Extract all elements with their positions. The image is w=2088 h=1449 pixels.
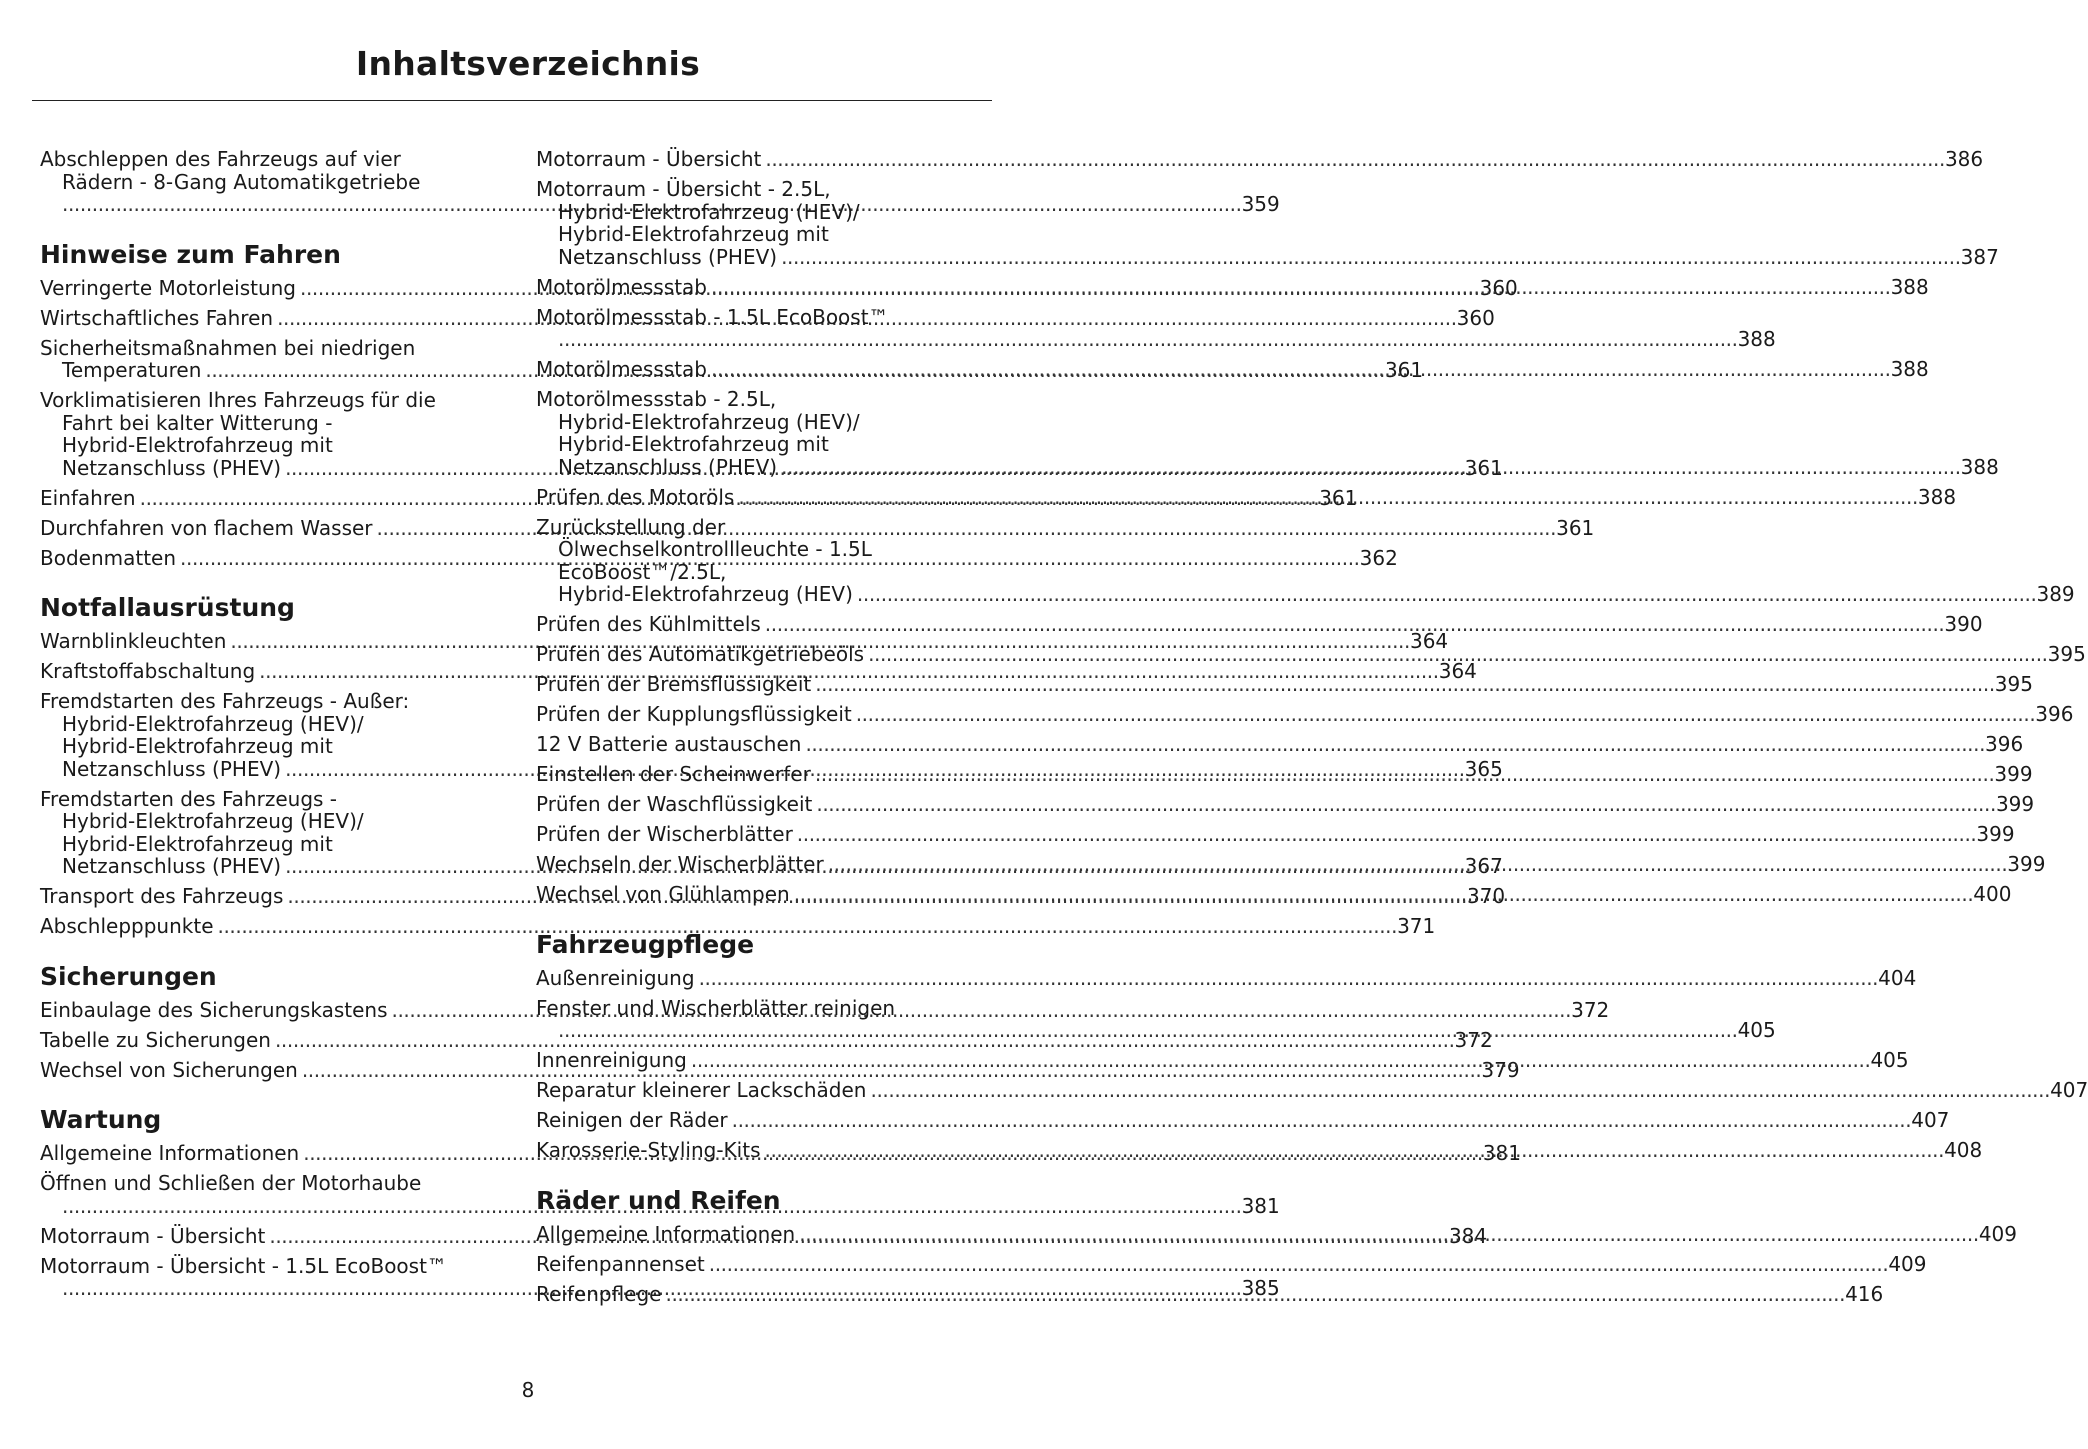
- entry-title-line: Motorölmessstab: [536, 357, 707, 381]
- entry-title-line: Rädern - 8-Gang Automatikgetriebe: [62, 169, 421, 194]
- entry-title-line: Hybrid-Elektrofahrzeug (HEV)/: [558, 409, 860, 434]
- dot-leader: [870, 1078, 2050, 1102]
- dot-leader: [709, 1252, 1889, 1276]
- entry-leader-row: [40, 455, 1503, 480]
- toc-entry[interactable]: [536, 1108, 1950, 1132]
- entry-page-number: 388: [1890, 274, 1929, 299]
- entry-leader-row: [536, 822, 2015, 846]
- entry-title-line: Motorölmessstab - 2.5L,: [536, 387, 777, 411]
- section-heading: Fahrzeugpflege: [536, 929, 755, 959]
- entry-leader-row: [536, 1251, 1927, 1276]
- entry-page-number: 365: [1464, 756, 1503, 781]
- entry-title-line: Motorraum - Übersicht: [40, 1223, 266, 1248]
- entry-page-number: 372: [1454, 1027, 1493, 1052]
- entry-title-line: Außenreinigung: [536, 965, 695, 990]
- dot-leader: [711, 275, 1891, 299]
- entry-page-number: 405: [1870, 1048, 1909, 1072]
- dot-leader: [868, 642, 2048, 666]
- entry-leader-row: [536, 1108, 1950, 1132]
- entry-title-line: Bodenmatten: [40, 545, 177, 570]
- toc-entry[interactable]: [40, 1027, 1493, 1052]
- entry-leader-row: [536, 582, 2075, 606]
- entry-title-line: Reparatur kleinerer Lackschäden: [536, 1078, 867, 1102]
- dot-leader: [815, 762, 1995, 786]
- toc-entry[interactable]: [40, 629, 1449, 653]
- dot-leader: [738, 485, 1918, 509]
- entry-title-line: Prüfen der Kupplungsflüssigkeit: [536, 702, 852, 726]
- toc-entry[interactable]: [536, 702, 2074, 726]
- entry-title-line: Fremdstarten des Fahrzeugs - Außer:: [40, 689, 410, 713]
- toc-entry[interactable]: [536, 1078, 2088, 1102]
- entry-title-line: Hybrid-Elektrofahrzeug mit: [62, 734, 333, 758]
- toc-entry[interactable]: [536, 642, 2086, 666]
- entry-title-line: Allgemeine Informationen: [536, 1221, 796, 1246]
- entry-title-line: Netzanschluss (PHEV): [558, 454, 778, 479]
- entry-title-line: Wechsel von Glühlampen: [536, 882, 790, 906]
- entry-page-number: 399: [1976, 822, 2015, 846]
- entry-title-line: Wechsel von Sicherungen: [40, 1057, 298, 1082]
- entry-page-number: 409: [1978, 1221, 2017, 1246]
- entry-title-line: Reinigen der Räder: [536, 1108, 728, 1132]
- entry-page-number: 361: [1384, 358, 1424, 382]
- entry-title-line: Motorraum - Übersicht: [536, 147, 762, 171]
- dot-leader: [765, 147, 1945, 171]
- entry-title-line: Netzanschluss (PHEV): [62, 455, 282, 480]
- entry-page-number: 367: [1464, 854, 1503, 878]
- entry-page-number: 395: [1994, 672, 2033, 696]
- entry-page-number: 388: [1737, 327, 1776, 351]
- entry-title-line: Wirtschaftliches Fahren: [40, 305, 274, 330]
- entry-page-number: 396: [1985, 732, 2024, 756]
- entry-title-line: Reifenpannenset: [536, 1251, 705, 1276]
- entry-title-line: Hybrid-Elektrofahrzeug mit: [62, 831, 333, 856]
- entry-page-number: 364: [1409, 629, 1449, 653]
- entry-page-number: 390: [1944, 612, 1983, 636]
- entry-page-number: 361: [1319, 485, 1358, 510]
- page-title: Inhaltsverzeichnis: [355, 44, 701, 83]
- entry-title-line: Hybrid-Elektrofahrzeug (HEV): [558, 582, 853, 606]
- entry-title-line: Motorraum - Übersicht - 1.5L EcoBoost™: [40, 1253, 447, 1278]
- entry-title-line: Hybrid-Elektrofahrzeug mit: [558, 222, 829, 246]
- toc-entry[interactable]: [536, 147, 1984, 171]
- entry-page-number: 384: [1448, 1223, 1488, 1248]
- dot-leader: [805, 732, 1985, 756]
- entry-leader-row: [536, 244, 1999, 269]
- entry-leader-row: [40, 1027, 1493, 1052]
- entry-page-number: 405: [1737, 1018, 1776, 1042]
- toc-entry[interactable]: [536, 792, 2035, 816]
- entry-page-number: 395: [2047, 642, 2086, 666]
- entry-title-line: Netzanschluss (PHEV): [62, 756, 282, 781]
- entry-title-line: Wechseln der Wischerblätter: [536, 852, 824, 876]
- dot-leader: [558, 1018, 1738, 1042]
- entry-title-line: Tabelle zu Sicherungen: [40, 1027, 271, 1052]
- entry-title-line: Karosserie-Styling-Kits: [536, 1138, 761, 1162]
- entry-page-number: 359: [1241, 192, 1280, 216]
- entry-page-number: 407: [1911, 1108, 1950, 1132]
- entry-title-line: Sicherheitsmaßnahmen bei niedrigen: [40, 335, 416, 360]
- entry-leader-row: [536, 147, 1984, 171]
- entry-page-number: 389: [2036, 582, 2075, 606]
- entry-page-number: 381: [1241, 1193, 1280, 1218]
- entry-title-line: Einfahren: [40, 485, 136, 510]
- entry-title-line: Öffnen und Schließen der Motorhaube: [40, 1171, 422, 1195]
- entry-title-line: Hybrid-Elektrofahrzeug (HEV)/: [558, 199, 860, 224]
- entry-title-line: Prüfen der Waschflüssigkeit: [536, 792, 813, 816]
- section-heading: Wartung: [40, 1105, 162, 1134]
- entry-title-line: Fremdstarten des Fahrzeugs -: [40, 786, 338, 811]
- entry-page-number: 399: [1995, 792, 2035, 816]
- entry-page-number: 399: [2007, 852, 2046, 876]
- entry-title-line: Innenreinigung: [536, 1048, 687, 1072]
- entry-title-line: Verringerte Motorleistung: [40, 275, 297, 300]
- dot-leader: [765, 612, 1945, 636]
- entry-title-line: Motorraum - Übersicht - 2.5L,: [536, 177, 831, 201]
- entry-title-line: Hybrid-Elektrofahrzeug (HEV)/: [62, 711, 364, 736]
- entry-title-line: Zurückstellung der: [536, 514, 726, 539]
- dot-leader: [699, 966, 1879, 990]
- dot-leader: [816, 792, 1996, 816]
- entry-title-line: Vorklimatisieren Ihres Fahrzeugs für die: [40, 388, 436, 412]
- toc-entry[interactable]: [536, 732, 2024, 756]
- entry-page-number: 409: [1888, 1251, 1927, 1276]
- entry-title-line: Prüfen des Automatikgetriebeöls: [536, 642, 865, 666]
- entry-page-number: 388: [1917, 484, 1957, 509]
- entry-leader-row: [536, 327, 1776, 351]
- section-heading: Notfallausrüstung: [40, 593, 295, 622]
- entry-leader-row: [536, 612, 1983, 636]
- entry-leader-row: [40, 914, 1436, 938]
- entry-title-line: Abschlepppunkte: [40, 914, 214, 938]
- entry-title-line: Transport des Fahrzeugs: [40, 884, 284, 908]
- entry-page-number: 388: [1890, 357, 1929, 381]
- entry-title-line: Ölwechselkontrollleuchte - 1.5L: [558, 537, 872, 561]
- entry-page-number: 399: [1994, 762, 2033, 786]
- section-heading: Hinweise zum Fahren: [40, 239, 341, 269]
- dot-leader: [732, 1108, 1912, 1132]
- entry-page-number: 372: [1571, 997, 1610, 1022]
- dot-leader: [799, 1222, 1979, 1246]
- entry-page-number: 385: [1241, 1276, 1280, 1300]
- dot-leader: [828, 852, 2008, 876]
- toc-entry[interactable]: [536, 965, 1917, 990]
- toc-entry[interactable]: [536, 612, 1983, 636]
- dot-leader: [781, 245, 1961, 269]
- toc-entry[interactable]: [40, 659, 1477, 683]
- dot-leader: [765, 1138, 1945, 1162]
- entry-title-line: Netzanschluss (PHEV): [62, 854, 282, 878]
- entry-title-line: EcoBoost™/2.5L,: [558, 559, 727, 584]
- toc-entry[interactable]: [536, 822, 2015, 846]
- entry-title-line: Motorölmessstab: [536, 274, 707, 299]
- entry-title-line: Hybrid-Elektrofahrzeug mit: [558, 432, 829, 456]
- entry-page-number: 370: [1466, 884, 1506, 908]
- entry-page-number: 387: [1960, 244, 1999, 269]
- section-heading: Sicherungen: [40, 961, 217, 991]
- entry-leader-row: [536, 702, 2074, 726]
- entry-title-line: Prüfen des Motoröls: [536, 484, 735, 509]
- entry-page-number: 396: [2035, 702, 2074, 726]
- dot-leader: [797, 822, 1977, 846]
- entry-page-number: 400: [1973, 882, 2012, 906]
- dot-leader: [711, 357, 1891, 381]
- title-divider: [32, 100, 992, 101]
- entry-title-line: Einbaulage des Sicherungskastens: [40, 997, 388, 1022]
- entry-page-number: 371: [1397, 914, 1436, 938]
- entry-title-line: Fenster und Wischerblätter reinigen: [536, 995, 896, 1020]
- entry-title-line: Hybrid-Elektrofahrzeug mit: [62, 433, 333, 457]
- dot-leader: [558, 327, 1738, 351]
- entry-page-number: 361: [1464, 455, 1503, 480]
- entry-leader-row: [536, 1078, 2088, 1102]
- entry-title-line: Allgemeine Informationen: [40, 1141, 300, 1165]
- entry-leader-row: [536, 792, 2035, 816]
- entry-page-number: 386: [1944, 147, 1984, 171]
- dot-leader: [856, 702, 2036, 726]
- toc-entry[interactable]: [536, 1251, 1927, 1276]
- entry-leader-row: [536, 672, 2033, 696]
- entry-page-number: 361: [1556, 515, 1595, 540]
- entry-title-line: 12 V Batterie austauschen: [536, 732, 802, 756]
- entry-title-line: Fahrt bei kalter Witterung -: [62, 410, 333, 435]
- dot-leader: [815, 672, 1995, 696]
- entry-title-line: Prüfen der Bremsflüssigkeit: [536, 672, 812, 696]
- entry-page-number: 360: [1456, 305, 1495, 330]
- entry-leader-row: [536, 642, 2086, 666]
- dot-leader: [665, 1282, 1845, 1306]
- entry-title-line: Durchfahren von flachem Wasser: [40, 515, 373, 540]
- entry-page-number: 408: [1944, 1138, 1983, 1162]
- entry-title-line: Temperaturen: [62, 358, 202, 382]
- entry-page-number: 364: [1438, 659, 1477, 683]
- page-number: 8: [521, 1378, 535, 1402]
- entry-page-number: 404: [1878, 965, 1917, 990]
- entry-title-line: Motorölmessstab - 1.5L EcoBoost™: [536, 304, 889, 329]
- entry-title-line: Prüfen der Wischerblätter: [536, 822, 793, 846]
- entry-title-line: Einstellen der Scheinwerfer: [536, 762, 811, 786]
- entry-title-line: Prüfen des Kühlmittels: [536, 612, 761, 636]
- entry-leader-row: [40, 629, 1449, 653]
- entry-page-number: 416: [1845, 1281, 1884, 1306]
- entry-page-number: 360: [1479, 275, 1518, 300]
- entry-title-line: Warnblinkleuchten: [40, 629, 227, 653]
- dot-leader: [794, 882, 1974, 906]
- toc-entry[interactable]: [40, 914, 1436, 938]
- entry-page-number: 388: [1960, 454, 1999, 479]
- entry-page-number: 381: [1482, 1141, 1521, 1165]
- entry-page-number: 407: [2050, 1078, 2088, 1102]
- entry-page-number: 362: [1359, 545, 1398, 570]
- toc-entry[interactable]: [536, 672, 2033, 696]
- entry-title-line: Kraftstoffabschaltung: [40, 659, 256, 683]
- entry-title-line: Netzanschluss (PHEV): [558, 244, 778, 269]
- entry-title-line: Hybrid-Elektrofahrzeug (HEV)/: [62, 809, 364, 833]
- entry-title-line: Reifenpflege: [536, 1281, 662, 1306]
- dot-leader: [691, 1048, 1871, 1072]
- entry-title-line: Abschleppen des Fahrzeugs auf vier: [40, 147, 401, 171]
- dot-leader: [857, 582, 2037, 606]
- entry-page-number: 379: [1481, 1057, 1520, 1082]
- entry-leader-row: [536, 732, 2024, 756]
- entry-leader-row: [536, 965, 1917, 990]
- entry-leader-row: [40, 659, 1477, 683]
- section-heading: Räder und Reifen: [536, 1185, 781, 1215]
- dot-leader: [781, 455, 1961, 479]
